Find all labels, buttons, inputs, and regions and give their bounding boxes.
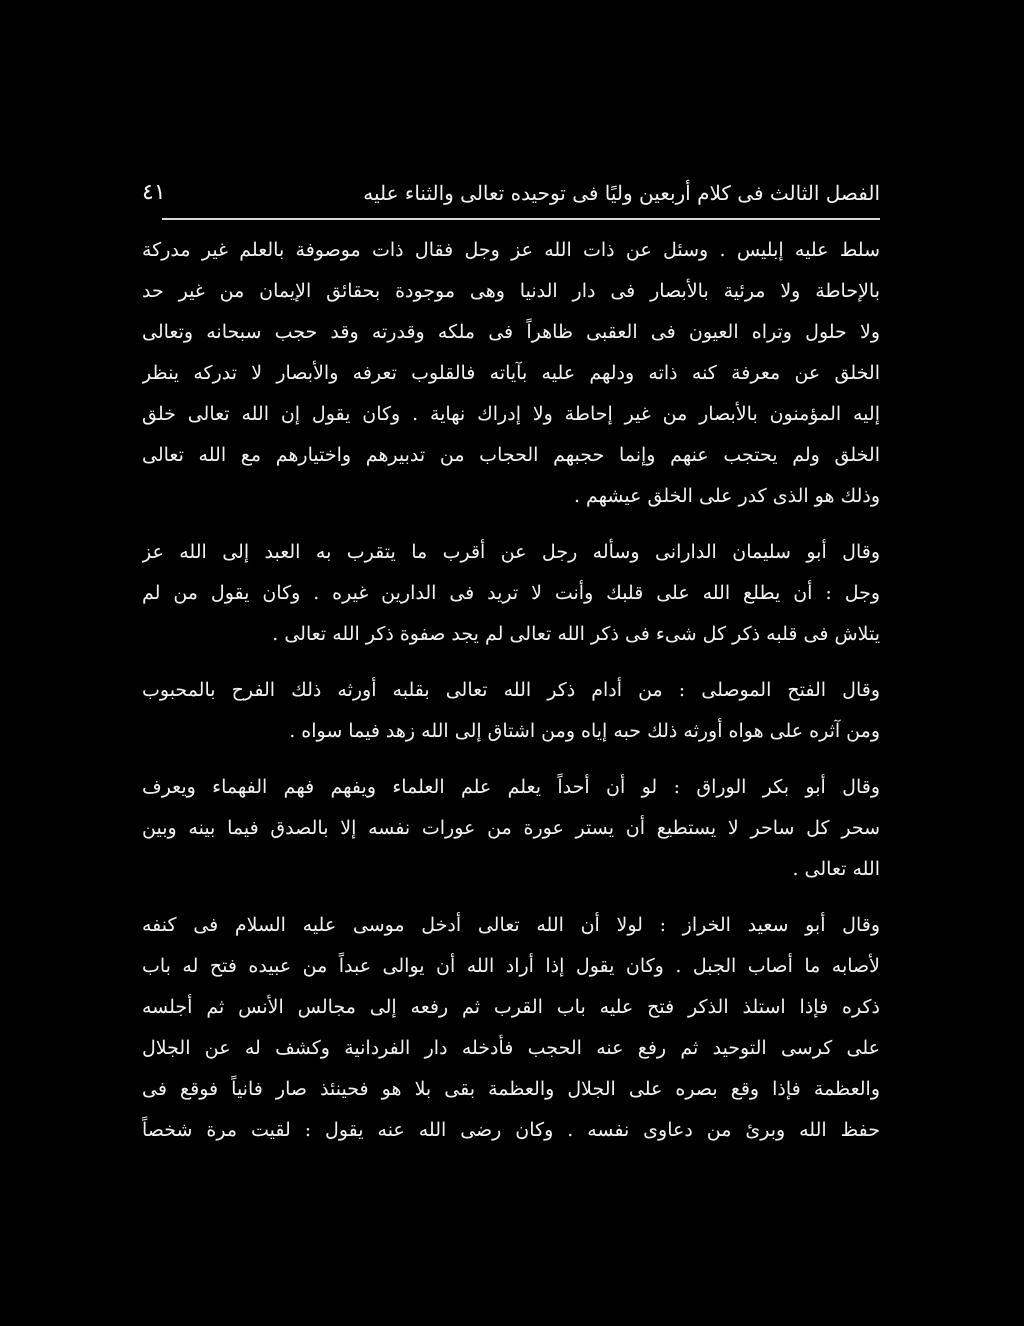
running-title: الفصل الثالث فى كلام أربعين وليًا فى توحيده تعالى والثناء عليه bbox=[363, 181, 880, 205]
paragraph-1 bbox=[142, 230, 880, 517]
text-line: والعظمة فإذا وقع بصره على الجلال والعظمة بقى بلا هو فحينئذ صار فانياً فوقع فى bbox=[142, 1078, 880, 1100]
text-line: ومن آثره على هواه أورثه ذلك حبه إياه ومن اشتاق إلى الله زهد فيما سواه . bbox=[289, 720, 880, 742]
text-line: الخلق عن معرفة كنه ذاته ودلهم عليه بآياته فالقلوب تعرفه والأبصار لا تدركه ينظر bbox=[142, 362, 880, 384]
text-line: وقال الفتح الموصلى : من أدام ذكر الله تعالى بقلبه أورثه ذلك الفرح بالمحبوب bbox=[142, 679, 880, 701]
paragraph-5 bbox=[142, 905, 880, 1151]
paragraph-3 bbox=[142, 670, 880, 752]
body-text bbox=[142, 230, 880, 1151]
paragraph-gap bbox=[142, 752, 880, 767]
text-line: وقال أبو بكر الوراق : لو أن أحداً يعلم علم العلماء ويفهم فهم الفهماء ويعرف bbox=[142, 776, 880, 798]
text-line: سلط عليه إبليس . وسئل عن ذات الله عز وجل فقال ذات موصوفة بالعلم غير مدركة bbox=[142, 239, 880, 261]
running-header bbox=[132, 178, 890, 208]
text-line: الخلق ولم يحتجب عنهم وإنما حجبهم الحجاب من تدبيرهم واختيارهم مع الله تعالى bbox=[142, 444, 880, 466]
header-rule bbox=[162, 218, 880, 220]
text-line: لأصابه ما أصاب الجبل . وكان يقول إذا أراد الله أن يوالى عبداً من عبيده فتح له باب bbox=[142, 955, 880, 977]
text-line: حفظ الله وبرئ من دعاوى نفسه . وكان رضى الله عنه يقول : لقيت مرة شخصاً bbox=[142, 1119, 880, 1141]
text-line: يتلاش فى قلبه ذكر كل شىء فى ذكر الله تعالى لم يجد صفوة ذكر الله تعالى . bbox=[272, 623, 880, 645]
paragraph-gap bbox=[142, 890, 880, 905]
paragraph-4 bbox=[142, 767, 880, 890]
text-line: ذكره فإذا استلذ الذكر فتح عليه باب القرب ثم رفعه إلى مجالس الأنس ثم أجلسه bbox=[142, 996, 880, 1018]
text-line: وقال أبو سعيد الخراز : لولا أن الله تعالى أدخل موسى عليه السلام فى كنفه bbox=[142, 914, 880, 936]
text-line: وجل : أن يطلع الله على قلبك وأنت لا تريد فى الدارين غيره . وكان يقول من لم bbox=[142, 582, 880, 604]
text-line: بالإحاطة ولا مرئية بالأبصار فى دار الدنيا وهى موجودة بحقائق الإيمان من غير حد bbox=[142, 280, 880, 302]
paragraph-gap bbox=[142, 517, 880, 532]
text-line: سحر كل ساحر لا يستطيع أن يستر عورة من عورات نفسه إلا بالصدق فيما بينه وبين bbox=[142, 817, 880, 839]
text-line: وذلك هو الذى كدر على الخلق عيشهم . bbox=[573, 485, 880, 507]
text-line: وقال أبو سليمان الدارانى وسأله رجل عن أقرب ما يتقرب به العبد إلى الله عز bbox=[142, 541, 880, 563]
book-page bbox=[132, 150, 890, 1200]
page-number: ٤١ bbox=[142, 180, 166, 205]
text-line: إليه المؤمنون بالأبصار من غير إحاطة ولا إدراك نهاية . وكان يقول إن الله تعالى خلق bbox=[142, 403, 880, 425]
paragraph-2 bbox=[142, 532, 880, 655]
paragraph-gap bbox=[142, 655, 880, 670]
text-line: الله تعالى . bbox=[792, 858, 880, 880]
text-line: على كرسى التوحيد ثم رفع عنه الحجب فأدخله دار الفردانية وكشف له عن الجلال bbox=[142, 1037, 880, 1059]
text-line: ولا حلول وتراه العيون فى العقبى ظاهراً فى ملكه وقدرته وقد حجب سبحانه وتعالى bbox=[142, 321, 880, 343]
